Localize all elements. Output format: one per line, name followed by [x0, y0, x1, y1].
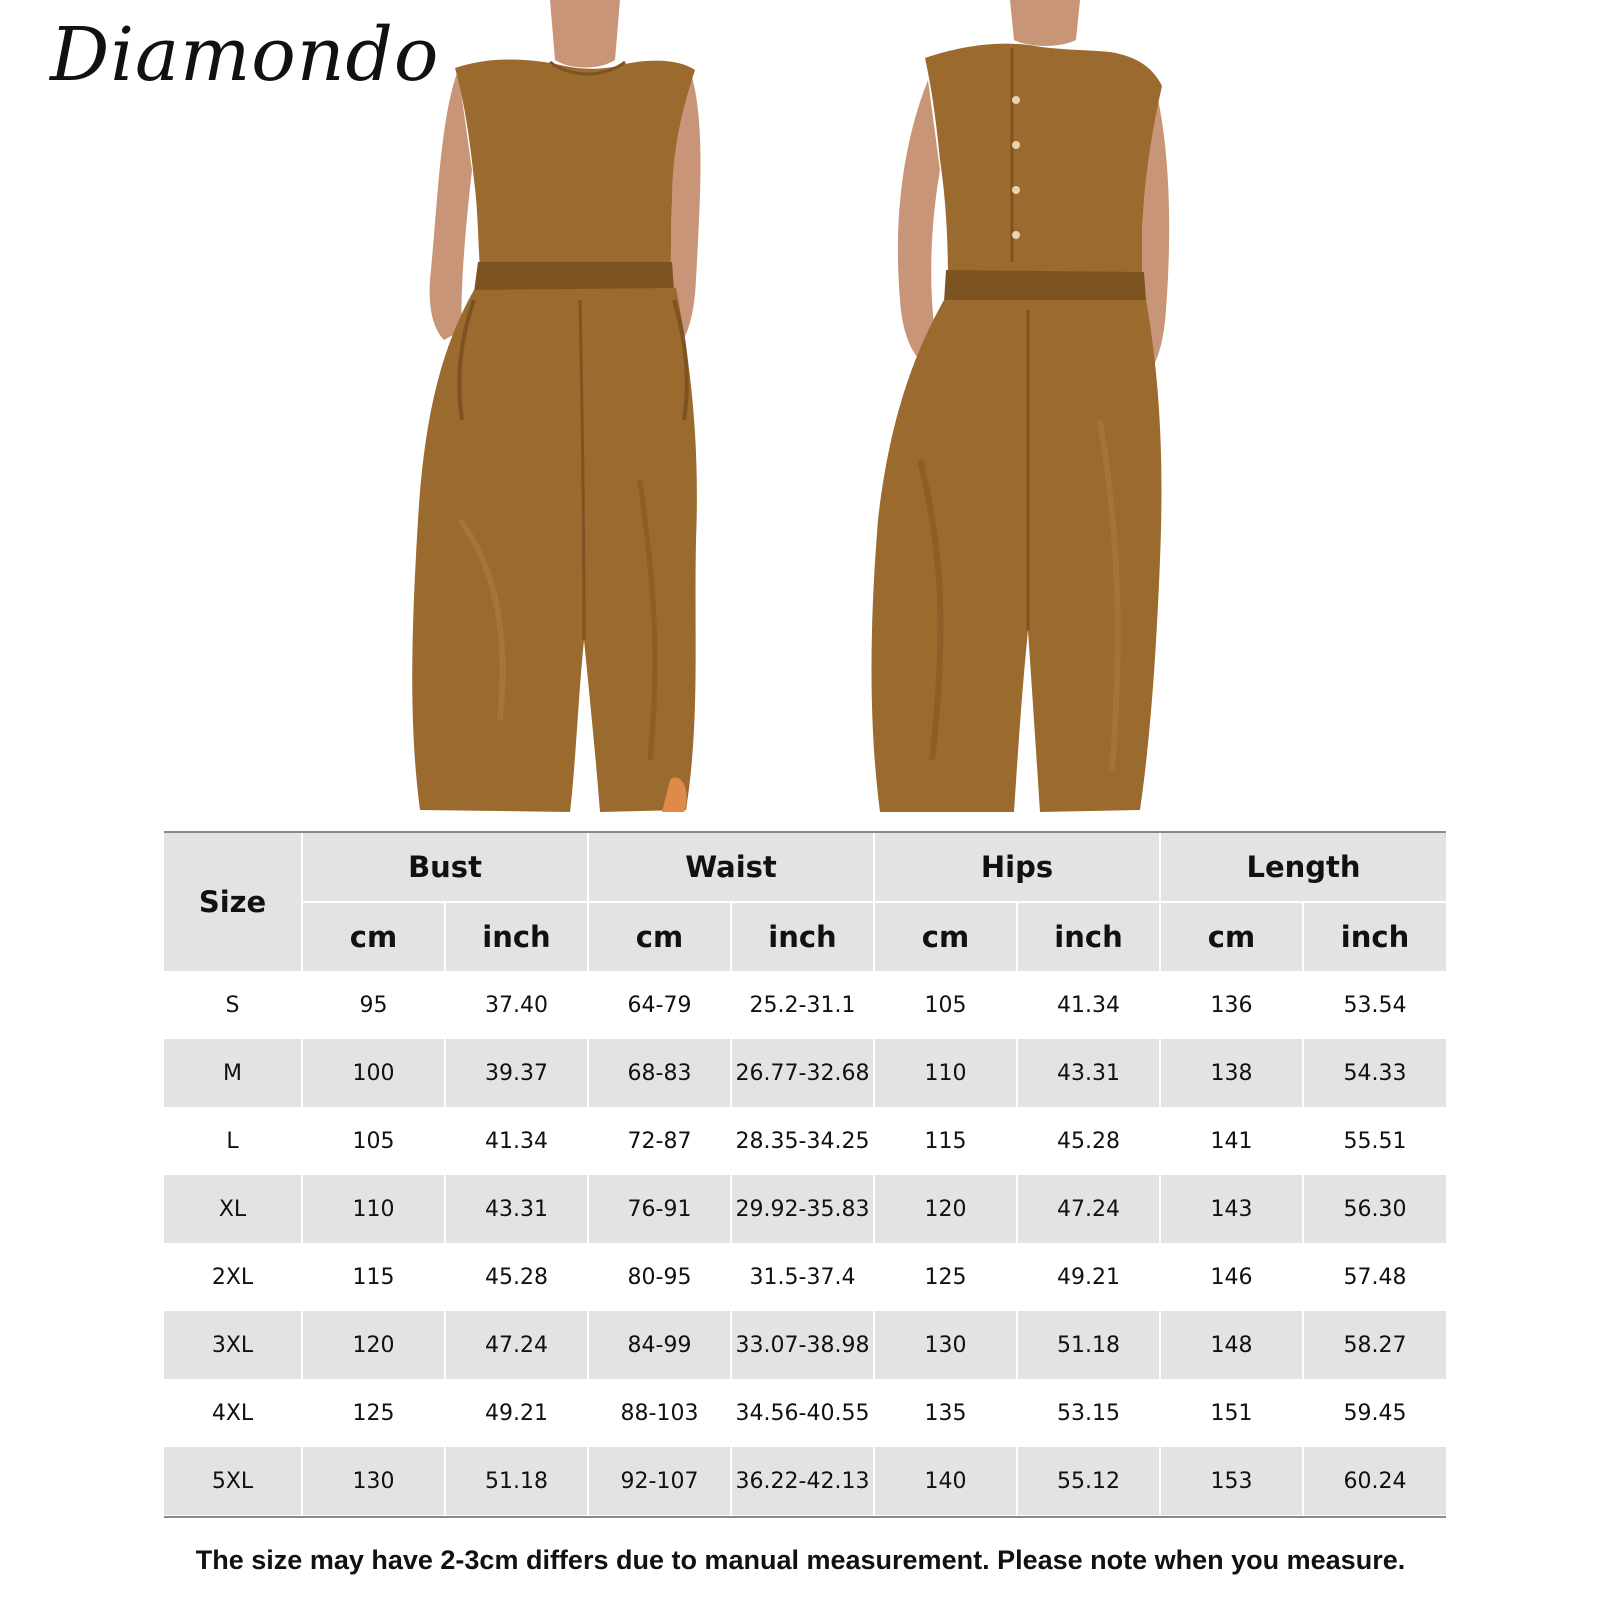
- table-cell: 120: [302, 1311, 445, 1379]
- table-cell: 68-83: [588, 1039, 731, 1107]
- table-cell: 130: [302, 1447, 445, 1515]
- unit-header: inch: [1303, 902, 1446, 971]
- table-cell: 95: [302, 971, 445, 1039]
- table-row: [164, 1311, 1446, 1379]
- back-waistband: [944, 270, 1146, 302]
- table-cell: 54.33: [1303, 1039, 1446, 1107]
- table-cell: 51.18: [445, 1447, 588, 1515]
- size-chart-table: [164, 833, 1446, 1515]
- table-cell: 39.37: [445, 1039, 588, 1107]
- table-cell: 31.5-37.4: [731, 1243, 874, 1311]
- size-cell: M: [164, 1039, 302, 1107]
- unit-header: cm: [588, 902, 731, 971]
- table-row: [164, 1243, 1446, 1311]
- table-cell: 92-107: [588, 1447, 731, 1515]
- table-cell: 36.22-42.13: [731, 1447, 874, 1515]
- size-header: Size: [164, 833, 302, 971]
- unit-header: inch: [445, 902, 588, 971]
- table-cell: 37.40: [445, 971, 588, 1039]
- back-left-arm: [898, 80, 940, 360]
- table-cell: 151: [1160, 1379, 1303, 1447]
- table-cell: 51.18: [1017, 1311, 1160, 1379]
- table-cell: 55.12: [1017, 1447, 1160, 1515]
- table-cell: 34.56-40.55: [731, 1379, 874, 1447]
- table-cell: 47.24: [445, 1311, 588, 1379]
- table-cell: 115: [874, 1107, 1017, 1175]
- unit-header: cm: [874, 902, 1017, 971]
- table-cell: 58.27: [1303, 1311, 1446, 1379]
- back-button-1: [1012, 96, 1020, 104]
- product-photos: [400, 0, 1200, 830]
- table-cell: 49.21: [1017, 1243, 1160, 1311]
- back-button-2: [1012, 141, 1020, 149]
- front-view-photo: [412, 0, 700, 812]
- table-cell: 148: [1160, 1311, 1303, 1379]
- waist-header: Waist: [588, 833, 874, 902]
- back-button-4: [1012, 231, 1020, 239]
- table-cell: 141: [1160, 1107, 1303, 1175]
- table-cell: 41.34: [1017, 971, 1160, 1039]
- table-cell: 125: [302, 1379, 445, 1447]
- table-cell: 33.07-38.98: [731, 1311, 874, 1379]
- table-cell: 135: [874, 1379, 1017, 1447]
- size-cell: S: [164, 971, 302, 1039]
- table-cell: 59.45: [1303, 1379, 1446, 1447]
- table-cell: 76-91: [588, 1175, 731, 1243]
- table-cell: 53.15: [1017, 1379, 1160, 1447]
- table-cell: 110: [302, 1175, 445, 1243]
- table-cell: 140: [874, 1447, 1017, 1515]
- table-row: [164, 1039, 1446, 1107]
- table-cell: 120: [874, 1175, 1017, 1243]
- table-cell: 100: [302, 1039, 445, 1107]
- table-cell: 105: [874, 971, 1017, 1039]
- table-cell: 153: [1160, 1447, 1303, 1515]
- table-row: [164, 1447, 1446, 1515]
- table-cell: 130: [874, 1311, 1017, 1379]
- table-cell: 49.21: [445, 1379, 588, 1447]
- unit-header: inch: [731, 902, 874, 971]
- table-row: [164, 1379, 1446, 1447]
- back-button-3: [1012, 186, 1020, 194]
- table-cell: 43.31: [1017, 1039, 1160, 1107]
- table-cell: 105: [302, 1107, 445, 1175]
- hips-header: Hips: [874, 833, 1160, 902]
- size-cell: 3XL: [164, 1311, 302, 1379]
- table-cell: 57.48: [1303, 1243, 1446, 1311]
- brand-logo: Diamondo: [50, 12, 440, 98]
- table-cell: 80-95: [588, 1243, 731, 1311]
- table-cell: 56.30: [1303, 1175, 1446, 1243]
- table-cell: 47.24: [1017, 1175, 1160, 1243]
- unit-header: cm: [302, 902, 445, 971]
- table-cell: 72-87: [588, 1107, 731, 1175]
- table-cell: 43.31: [445, 1175, 588, 1243]
- table-cell: 60.24: [1303, 1447, 1446, 1515]
- table-cell: 26.77-32.68: [731, 1039, 874, 1107]
- table-cell: 55.51: [1303, 1107, 1446, 1175]
- table-cell: 25.2-31.1: [731, 971, 874, 1039]
- table-cell: 136: [1160, 971, 1303, 1039]
- size-cell: XL: [164, 1175, 302, 1243]
- size-cell: 2XL: [164, 1243, 302, 1311]
- table-cell: 29.92-35.83: [731, 1175, 874, 1243]
- table-cell: 110: [874, 1039, 1017, 1107]
- size-cell: L: [164, 1107, 302, 1175]
- table-cell: 115: [302, 1243, 445, 1311]
- table-row: [164, 1107, 1446, 1175]
- table-cell: 146: [1160, 1243, 1303, 1311]
- unit-header: inch: [1017, 902, 1160, 971]
- measurement-note: The size may have 2-3cm differs due to manual measurement. Please note when you measure.: [195, 1545, 1406, 1575]
- table-cell: 84-99: [588, 1311, 731, 1379]
- table-cell: 45.28: [1017, 1107, 1160, 1175]
- table-cell: 138: [1160, 1039, 1303, 1107]
- size-cell: 4XL: [164, 1379, 302, 1447]
- size-cell: 5XL: [164, 1447, 302, 1515]
- length-header: Length: [1160, 833, 1446, 902]
- back-neck: [1010, 0, 1080, 46]
- table-cell: 64-79: [588, 971, 731, 1039]
- table-cell: 28.35-34.25: [731, 1107, 874, 1175]
- product-photos-svg: [400, 0, 1200, 830]
- unit-header: cm: [1160, 902, 1303, 971]
- front-bodice: [455, 60, 695, 271]
- table-row: [164, 1175, 1446, 1243]
- table-cell: 125: [874, 1243, 1017, 1311]
- table-cell: 41.34: [445, 1107, 588, 1175]
- bust-header: Bust: [302, 833, 588, 902]
- back-bodice: [925, 44, 1162, 282]
- table-row: [164, 971, 1446, 1039]
- table-cell: 53.54: [1303, 971, 1446, 1039]
- back-view-photo: [872, 0, 1170, 812]
- table-cell: 45.28: [445, 1243, 588, 1311]
- table-cell: 143: [1160, 1175, 1303, 1243]
- front-neck: [550, 0, 620, 68]
- table-cell: 88-103: [588, 1379, 731, 1447]
- front-waistband: [474, 262, 674, 292]
- table-bottom-rule: [164, 1516, 1446, 1518]
